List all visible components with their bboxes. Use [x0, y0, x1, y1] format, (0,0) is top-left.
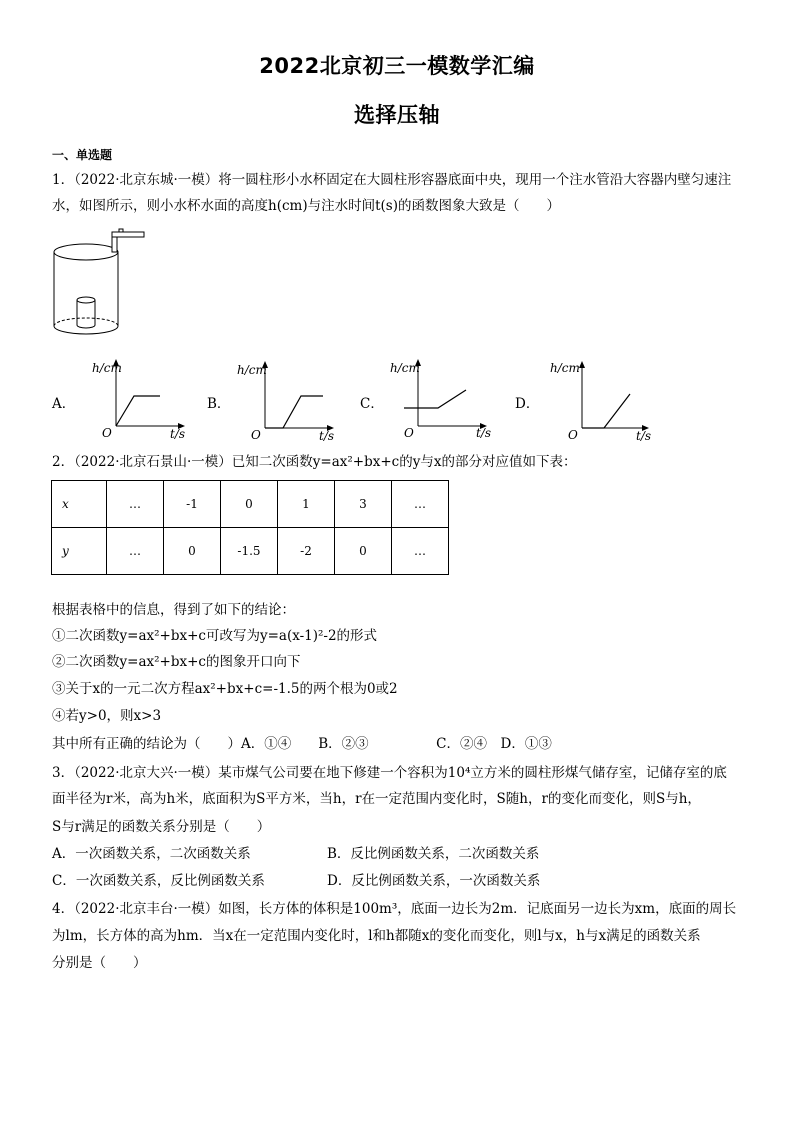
q3-option-a: A．一次函数关系，二次函数关系 — [52, 846, 251, 862]
q2-conclusion-1: ①二次函数y=ax²+bx+c可改写为y=a(x-1)²-2的形式 — [52, 628, 378, 644]
q1-graph-b-xlabel: t/s — [319, 429, 335, 443]
q4-line-2: 为lm，长方体的高为hm．当x在一定范围内变化时，l和h都随x的变化而变化，则l与x，h与x满足的函数关系 — [52, 928, 701, 944]
q1-option-b-label: B． — [207, 396, 231, 412]
q1-graph-b-origin: O — [251, 428, 261, 442]
q3-line-3: S与r满足的函数关系分别是（ ） — [52, 819, 271, 835]
q4-line-1: 4．（2022·北京丰台·一模）如图，长方体的体积是100m³，底面一边长为2m．记底面另一边长为xm，底面的周长 — [52, 901, 737, 917]
q3-line-1: 3．（2022·北京大兴·一模）某市煤气公司要在地下修建一个容积为10⁴立方米的圆柱形煤气储存室，记储存室的底 — [52, 765, 727, 781]
value-table — [51, 480, 449, 575]
table-cell: -1 — [164, 481, 221, 528]
q1-graph-d-xlabel: t/s — [636, 429, 652, 443]
q1-option-d-label: D． — [515, 396, 540, 412]
q1-graph-a — [90, 356, 190, 442]
table-cell: 1 — [278, 481, 335, 528]
table-cell: … — [392, 528, 449, 575]
q1-graph-a-xlabel: t/s — [170, 427, 186, 441]
document-subtitle: 选择压轴 — [354, 103, 440, 127]
q2-conclusion-2: ②二次函数y=ax²+bx+c的图象开口向下 — [52, 654, 301, 670]
container-illustration — [48, 228, 152, 342]
q1-line-1: 1．（2022·北京东城·一模）将一圆柱形小水杯固定在大圆柱形容器底面中央，现用一个注水管沿大容器内壁匀速注 — [52, 172, 732, 188]
table-cell: 0 — [221, 481, 278, 528]
q1-option-c-label: C． — [360, 396, 384, 412]
q1-graph-c-origin: O — [404, 426, 414, 440]
table-cell: y — [52, 528, 107, 575]
q3-option-c: C．一次函数关系，反比例函数关系 — [52, 873, 265, 889]
table-row — [52, 481, 449, 528]
q3-option-d: D．反比例函数关系，一次函数关系 — [327, 873, 541, 889]
table-cell: -1.5 — [221, 528, 278, 575]
q2-line-1: 2．（2022·北京石景山·一模）已知二次函数y=ax²+bx+c的y与x的部分对应值如下表： — [52, 454, 577, 470]
q1-graph-a-origin: O — [102, 426, 112, 440]
q1-graph-c-xlabel: t/s — [476, 426, 492, 440]
table-cell: x — [52, 481, 107, 528]
table-cell: 3 — [335, 481, 392, 528]
q4-line-3: 分别是（ ） — [52, 955, 147, 971]
q2-answer-line: 其中所有正确的结论为（ ）A．①④ B．②③ C．②④ D．①③ — [52, 736, 552, 752]
table-cell: -2 — [278, 528, 335, 575]
q2-conclusion-3: ③关于x的一元二次方程ax²+bx+c=-1.5的两个根为0或2 — [52, 681, 398, 697]
q1-graph-a-ylabel: h/cm — [92, 361, 122, 375]
q3-line-2: 面半径为r米，高为h米，底面积为S平方米，当h，r在一定范围内变化时，S随h，r的变化而变化，则S与h， — [52, 791, 701, 807]
q1-graph-b-ylabel: h/cm — [237, 363, 267, 377]
q1-option-a-label: A． — [52, 396, 76, 412]
q1-graph-c — [388, 356, 498, 442]
q1-graph-c-ylabel: h/cm — [390, 361, 420, 375]
table-cell: 0 — [164, 528, 221, 575]
table-cell: … — [392, 481, 449, 528]
section-heading: 一、单选题 — [52, 148, 113, 162]
document-title: 2022北京初三一模数学汇编 — [259, 54, 535, 78]
table-row — [52, 528, 449, 575]
q3-option-b: B．反比例函数关系，二次函数关系 — [327, 846, 540, 862]
q1-graph-d-origin: O — [568, 428, 578, 442]
q1-line-2: 水，如图所示，则小水杯水面的高度h(cm)与注水时间t(s)的函数图象大致是（ ） — [52, 198, 560, 214]
table-cell: … — [107, 481, 164, 528]
q2-intro: 根据表格中的信息，得到了如下的结论： — [52, 602, 295, 618]
table-cell: 0 — [335, 528, 392, 575]
q1-graph-b — [235, 358, 345, 444]
table-cell: … — [107, 528, 164, 575]
q1-graph-d — [548, 358, 658, 444]
q2-conclusion-4: ④若y>0，则x>3 — [52, 708, 162, 724]
q1-graph-d-ylabel: h/cm — [550, 361, 580, 375]
